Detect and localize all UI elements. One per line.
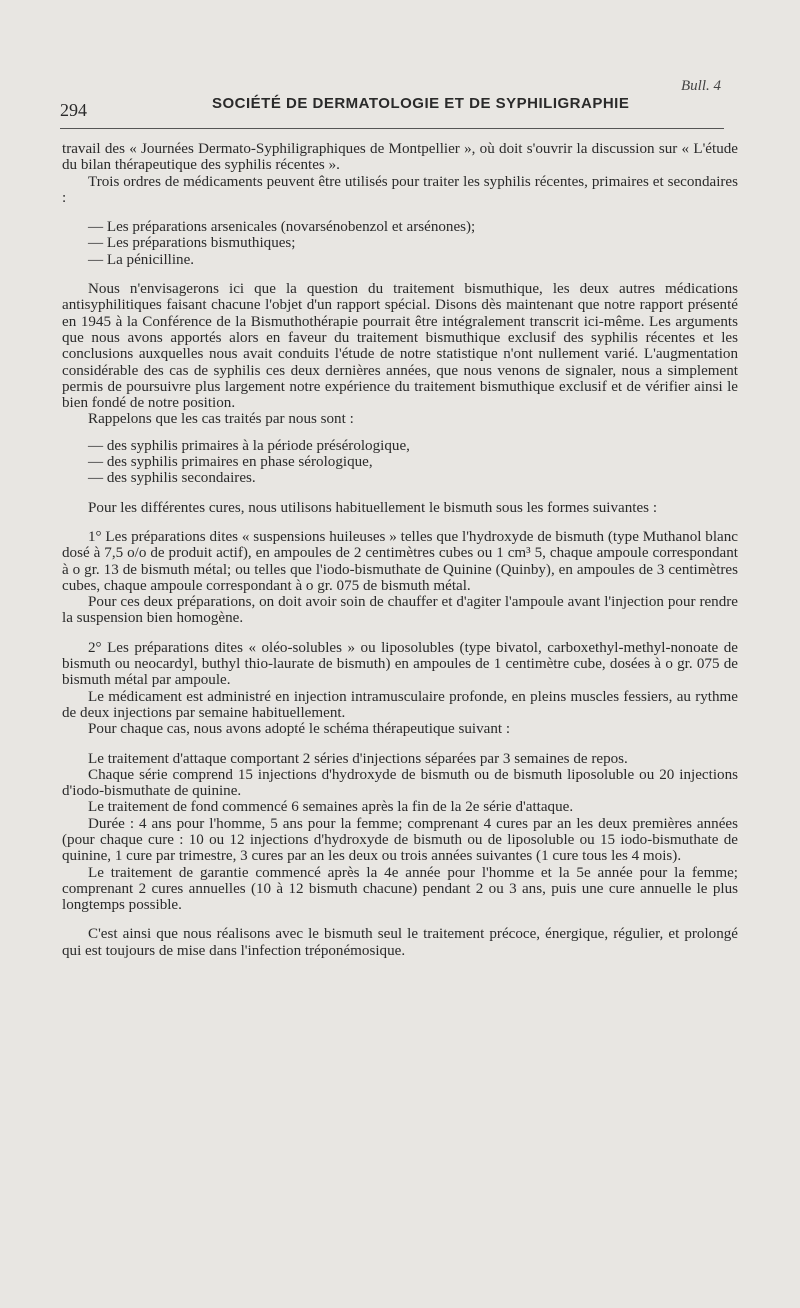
paragraph: travail des « Journées Dermato-Syphiligraphiques de Montpellier », où doit s'ouvrir la discussion sur « L'étude du bilan thérapeutique des syphilis récentes ».: [62, 141, 738, 174]
paragraph: Le traitement de fond commencé 6 semaines après la fin de la 2e série d'attaque.: [88, 799, 574, 816]
paragraph: Le médicament est administré en injection intramusculaire profonde, en pleins muscles fessiers, au rythme de deux injections par semaine habituellement.: [62, 688, 738, 721]
paragraph: Chaque série comprend 15 injections d'hydroxyde de bismuth ou de bismuth liposoluble ou 20 injections d'iodo-bismuthate de quinine.: [62, 766, 738, 800]
paragraph: C'est ainsi que nous réalisons avec le bismuth seul le traitement précoce, énergique, régulier, et prolongé qui est toujours de mise dans l'infection tréponémosique.: [62, 926, 738, 959]
header-rule: [60, 128, 724, 129]
paragraph: Pour chaque cas, nous avons adopté le schéma thérapeutique suivant :: [88, 721, 511, 738]
paragraph: Trois ordres de médicaments peuvent être utilisés pour traiter les syphilis récentes, primaires et secondaires :: [62, 173, 738, 206]
paragraph: Rappelons que les cas traités par nous sont :: [88, 411, 354, 428]
paragraph: Nous n'envisagerons ici que la question du traitement bismuthique, les deux autres médications antisyphilitiques faisant chacune l'objet d'un rapport spécial. Disons dès maintenant que notre rapport présenté en 1945 à la Conférence de la Bismuthothérapie pourrait être intégralement transcrit ici-même. Les arguments que nous avons apportés alors en faveur du traitement bismuthique exclusif des syphilis récentes et les conclusions auxquelles nous avait conduits l'étude de notre statistique n'ont nullement varié. L'augmentation considérable des cas de syphilis ces deux dernières années, que nous venons de signaler, nous a simplement permis de poursuivre plus largement notre expérience du traitement bismuthique exclusif et de vérifier ainsi le bien fondé de notre position.: [62, 281, 738, 412]
paragraph: 2° Les préparations dites « oléo-solubles » ou liposolubles (type bivatol, carboxethyl-methyl-nonoate de bismuth ou neocardyl, buthyl thio-laurate de bismuth) en ampoules de 1 centimètre cube, dosées à o gr. 075 de bismuth métal par ampoule.: [62, 639, 738, 689]
running-title: SOCIÉTÉ DE DERMATOLOGIE ET DE SYPHILIGRAPHIE: [212, 95, 630, 112]
list-item: — des syphilis primaires en phase sérologique,: [88, 454, 373, 471]
paragraph: Durée : 4 ans pour l'homme, 5 ans pour la femme; comprenant 4 cures par an les deux premières années (pour chaque cure : 10 ou 12 injections d'hydroxyde de bismuth ou de liposoluble ou 15 iodo-bismuthate de quinine, 1 cure par trimestre, 3 cures par an les deux ou trois années suivantes (1 cure tous les 4 mois).: [62, 815, 738, 865]
page-number: 294: [60, 100, 87, 120]
list-item: — Les préparations arsenicales (novarsénobenzol et arsénones);: [88, 219, 476, 236]
list-item: — La pénicilline.: [88, 251, 195, 268]
list-item: — Les préparations bismuthiques;: [88, 235, 296, 252]
body-text: [62, 141, 738, 959]
list-item: — des syphilis secondaires.: [88, 470, 256, 487]
handwritten-note: Bull. 4: [681, 78, 721, 94]
paragraph: 1° Les préparations dites « suspensions huileuses » telles que l'hydroxyde de bismuth (type Muthanol blanc dosé à 7,5 o/o de produit actif), en ampoules de 2 centimètres cubes ou 1 cm³ 5, chaque ampoule correspondant à o gr. 13 de bismuth métal; ou telles que l'iodo-bismuthate de Quinine (Quinby), en ampoules de 3 centimètres cubes, chaque ampoule correspondant à o gr. 075 de bismuth métal.: [62, 528, 738, 594]
list-item: — des syphilis primaires à la période présérologique,: [88, 437, 410, 454]
paragraph: Le traitement d'attaque comportant 2 séries d'injections séparées par 3 semaines de repos.: [88, 750, 628, 767]
paragraph: Pour les différentes cures, nous utilisons habituellement le bismuth sous les formes suivantes :: [88, 499, 658, 516]
paragraph: Pour ces deux préparations, on doit avoir soin de chauffer et d'agiter l'ampoule avant l'injection pour rendre la suspension bien homogène.: [62, 594, 738, 627]
paragraph: Le traitement de garantie commencé après la 4e année pour l'homme et la 5e année pour la femme; comprenant 2 cures annuelles (10 à 12 bismuth chacune) pendant 2 ou 3 ans, puis une cure annuelle le plus longtemps possible.: [62, 864, 738, 914]
